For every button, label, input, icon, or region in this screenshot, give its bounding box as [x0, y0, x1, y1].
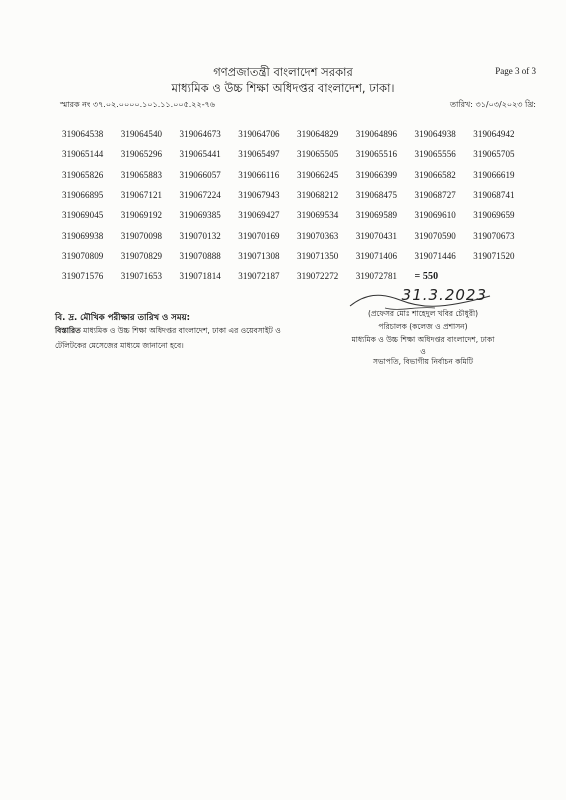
roll-number: 319066619 [473, 169, 515, 180]
roll-number: 319069610 [414, 210, 456, 221]
roll-number: 319068727 [414, 190, 456, 201]
government-title: গণপ্রজাতন্ত্রী বাংলাদেশ সরকার [213, 65, 353, 79]
roll-number: 319066245 [297, 169, 339, 180]
roll-number: 319065705 [473, 149, 515, 160]
roll-number: 319066116 [238, 169, 280, 180]
handwritten-date: 31.3.2023 [401, 286, 487, 304]
roll-number: 319064540 [120, 129, 163, 140]
roll-number: 319069385 [179, 210, 221, 221]
roll-row [62, 205, 532, 225]
roll-number: 319070888 [179, 250, 221, 261]
roll-number: 319064538 [62, 129, 104, 140]
roll-number: 319064942 [473, 129, 515, 140]
roll-number: 319064938 [414, 129, 456, 140]
roll-number: 319068475 [355, 190, 398, 201]
roll-number: 319069534 [297, 210, 339, 221]
note-emphasis: বিস্তারিত [55, 326, 81, 335]
signer-role: পরিচালক (কলেজ ও প্রশাসন) [378, 322, 468, 331]
roll-number: 319065296 [120, 149, 163, 160]
roll-number: 319066399 [355, 169, 398, 180]
note-line-1 [55, 326, 281, 338]
roll-number: 319071446 [414, 250, 456, 261]
roll-number: 319071576 [62, 271, 104, 282]
roll-number: 319065883 [120, 169, 163, 180]
total-count: = 550 [414, 270, 439, 282]
roll-number: 319070132 [179, 230, 221, 241]
roll-number: 319070169 [238, 230, 280, 241]
roll-number: 319072187 [238, 271, 280, 282]
roll-row [62, 266, 532, 286]
signer-conjunction: ও [420, 347, 426, 356]
roll-number: 319069659 [473, 210, 515, 221]
roll-number: 319070590 [414, 230, 456, 241]
signer-committee-role: সভাপতি, বিভাগীয় নির্বাচন কমিটি [373, 357, 473, 366]
roll-number: 319064706 [238, 129, 280, 140]
signer-office: মাধ্যমিক ও উচ্চ শিক্ষা অধিদপ্তর বাংলাদেশ, ঢাকা [351, 335, 495, 344]
roll-number: 319072781 [355, 271, 398, 282]
roll-number: 319069192 [120, 210, 163, 221]
roll-number: 319067224 [179, 190, 221, 201]
roll-number: 319070829 [120, 250, 163, 261]
roll-number: 319071520 [473, 250, 515, 261]
department-title: মাধ্যমিক ও উচ্চ শিক্ষা অধিদপ্তর বাংলাদেশ, ঢাকা। [171, 81, 395, 95]
roll-number: 319067943 [238, 190, 280, 201]
roll-row [62, 124, 532, 144]
roll-row [62, 246, 532, 266]
roll-number: 319070673 [473, 230, 515, 241]
note-line-2: টেলিটকের মেসেজের মাধ্যমে জানানো হবে। [55, 341, 184, 350]
roll-number: 319067121 [120, 190, 163, 201]
roll-number: 319069427 [238, 210, 280, 221]
roll-number: 319065826 [62, 169, 104, 180]
signer-name: (প্রফেসর মোঃ শাহেদুল খবির চৌধুরী) [367, 309, 479, 318]
roll-row [62, 144, 532, 164]
roll-number: 319066057 [179, 169, 221, 180]
roll-number: 319071814 [179, 271, 221, 282]
roll-number: 319065144 [62, 149, 104, 160]
document-date: তারিখ: ৩১/০৩/২০২৩ খ্রি: [450, 100, 536, 109]
roll-number: 319069589 [355, 210, 398, 221]
note-title: বি. দ্র. মৌখিক পরীক্ষার তারিখ ও সময়: [55, 313, 191, 323]
roll-number: 319064673 [179, 129, 221, 140]
page-number: Page 3 of 3 [495, 66, 536, 76]
roll-number: 319071406 [355, 250, 398, 261]
roll-number: 319065441 [179, 149, 221, 160]
roll-number: 319068212 [297, 190, 339, 201]
roll-number: 319070809 [62, 250, 104, 261]
roll-number: 319065505 [297, 149, 339, 160]
roll-number: 319069938 [62, 230, 104, 241]
roll-number: 319066582 [414, 169, 456, 180]
roll-number: 319070098 [120, 230, 163, 241]
roll-number: 319071350 [297, 250, 339, 261]
roll-number: 319070431 [355, 230, 398, 241]
note-line-1-text: মাধ্যমিক ও উচ্চ শিক্ষা অধিদপ্তর বাংলাদেশ, ঢাকা এর ওয়েবসাইট ও [80, 326, 281, 335]
roll-number: 319064896 [355, 129, 398, 140]
roll-number-grid [62, 124, 532, 286]
roll-number: 319068741 [473, 190, 515, 201]
roll-row [62, 165, 532, 185]
memo-number: স্মারক নং ৩৭.০২.০০০০.১০১.১১.০০৫.২২-৭৬ [60, 100, 215, 109]
roll-row [62, 185, 532, 205]
roll-number: 319070363 [297, 230, 339, 241]
roll-number: 319071653 [120, 271, 163, 282]
roll-number: 319065556 [414, 149, 456, 160]
roll-number: 319069045 [62, 210, 104, 221]
roll-number: 319071308 [238, 250, 280, 261]
roll-number: 319065516 [355, 149, 398, 160]
roll-number: 319072272 [297, 271, 339, 282]
roll-row [62, 225, 532, 245]
roll-number: 319064829 [297, 129, 339, 140]
roll-number: 319066895 [62, 190, 104, 201]
roll-number: 319065497 [238, 149, 280, 160]
